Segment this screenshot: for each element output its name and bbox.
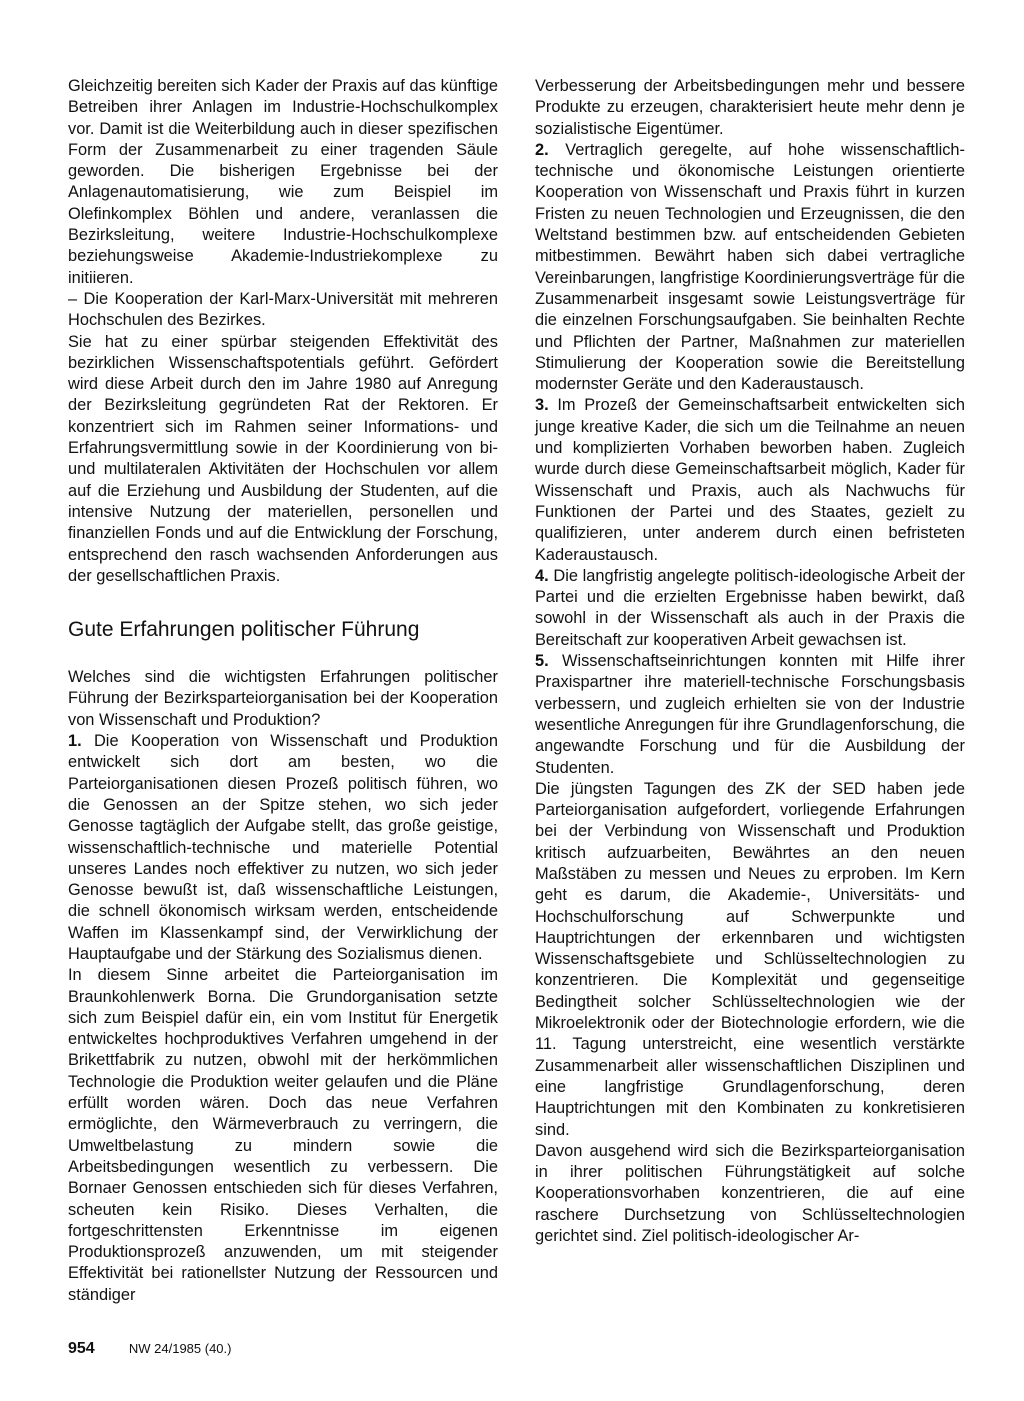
item-number: 1. bbox=[68, 732, 82, 751]
item-number: 2. bbox=[535, 140, 549, 159]
page-footer bbox=[68, 1339, 231, 1359]
numbered-paragraph bbox=[535, 395, 965, 565]
right-column bbox=[535, 76, 965, 1247]
paragraph: In diesem Sinne arbeitet die Parteiorganisation im Braunkohlenwerk Borna. Die Grundorganisation setzte sich zum Beispiel dafür ein, ein vom Institut für Energetik entwickeltes hochproduktives Verfahren umgehend in der Brikettfabrik zu nutzen, obwohl mit der herkömmlichen Technologie die Produktion weiter gelaufen und die Pläne erfüllt worden wären. Doch das neue Verfahren ermöglichte, den Wärmeverbrauch zu verringern, die Umweltbelastung zu mindern sowie die Arbeitsbedingungen wesentlich zu verbessern. Die Bornaer Genossen entschieden sich für dieses Verfahren, scheuten kein Risiko. Dieses Verhalten, die fortgeschrittensten Erkenntnisse im eigenen Produktionsprozeß anzuwenden, um mit steigender Effektivität bei rationellster Nutzung der Ressourcen und ständiger bbox=[68, 966, 498, 1304]
paragraph-text: Wissenschaftseinrichtungen konnten mit Hilfe ihrer Praxispartner ihre materiell-technische Forschungsbasis verbessern, und zugleich erhielten sie von der Industrie wesentliche Anregungen für ihre Grundlagenforschung, die angewandte Forschung und für die Ausbildung der Studenten. bbox=[535, 652, 966, 777]
paragraph: Welches sind die wichtigsten Erfahrungen politischer Führung der Bezirksparteiorganisation bei der Kooperation von Wissenschaft und Produktion? bbox=[68, 668, 498, 729]
numbered-paragraph bbox=[535, 566, 965, 651]
paragraph: Gleichzeitig bereiten sich Kader der Praxis auf das künftige Betreiben ihrer Anlagen im Industrie-Hochschulkomplex vor. Damit ist die Weiterbildung auch in dieser spezifischen Form der Zusammenarbeit zu einer tragenden Säule geworden. Die bisherigen Ergebnisse bei der Anlagenautomatisierung, wie zum Beispiel im Olefinkomplex Böhlen und andere, veranlassen die Bezirksleitung, weitere Industrie-Hochschulkomplexe beziehungsweise Akademie-Industriekomplexe zu initiieren. bbox=[68, 77, 498, 287]
paragraph: Die jüngsten Tagungen des ZK der SED haben jede Parteiorganisation aufgefordert, vorliegende Erfahrungen bei der Verbindung von Wissenschaft und Produktion kritisch aufzuarbeiten, Bewährtes an den neuen Maßstäben zu messen und Neues zu erproben. Im Kern geht es darum, die Akademie-, Universitäts- und Hochschulforschung auf Schwerpunkte und Hauptrichtungen der erkennbaren und wichtigsten Wissenschaftsgebiete und Schlüsseltechnologien zu konzentrieren. Die Komplexität und gegenseitige Bedingtheit solcher Schlüsseltechnologien wie der Mikroelektronik oder der Biotechnologie erfordern, wie die 11. Tagung unterstreicht, eine wesentlich verstärkte Zusammenarbeit aller wissenschaftlichen Disziplinen und eine langfristige Grundlagenforschung, deren Hauptrichtungen mit den Kombinaten zu konkretisieren sind. bbox=[535, 779, 965, 1139]
item-number: 3. bbox=[535, 396, 549, 415]
paragraph: Verbesserung der Arbeitsbedingungen mehr und bessere Produkte zu erzeugen, charakterisiert heute mehr denn je sozialistische Eigentümer. bbox=[535, 77, 965, 138]
numbered-paragraph bbox=[535, 140, 965, 396]
page-number: 954 bbox=[68, 1340, 95, 1357]
numbered-paragraph bbox=[535, 651, 965, 779]
item-number: 4. bbox=[535, 566, 549, 585]
paragraph: – Die Kooperation der Karl-Marx-Universität mit mehreren Hochschulen des Bezirkes. bbox=[68, 289, 498, 330]
paragraph-text: Im Prozeß der Gemeinschaftsarbeit entwickelten sich junge kreative Kader, die sich um die Teilnahme an neuen und komplizierten Vorhaben beworben haben. Zugleich wurde durch diese Gemeinschaftsarbeit möglich, Kader für Wissenschaft und Praxis, auch als Nachwuchs für Funktionen der Partei und des Staates, gezielt zu qualifizieren, unter anderem durch einen befristeten Kaderaustausch. bbox=[535, 396, 965, 564]
left-column bbox=[68, 76, 498, 1306]
paragraph-text: Vertraglich geregelte, auf hohe wissenschaftlich-technische und ökonomische Leistungen orientierte Kooperation von Wissenschaft und Praxis führt in kurzen Fristen zu neuen Technologien und Erzeugnissen, die den Weltstand bestimmen bzw. auf entscheidenden Gebieten mitbestimmen. Bewährt haben sich dabei vertragliche Vereinbarungen, langfristige Koordinierungsverträge für die Zusammenarbeit insgesamt sowie Leistungsverträge für die einzelnen Forschungsaufgaben. Sie beinhalten Rechte und Pflichten der Partner, Maßnahmen zur materiellen Stimulierung der Kooperation sowie die Bereitstellung modernster Geräte und den Kaderaustausch. bbox=[535, 140, 965, 394]
issue-reference: NW 24/1985 (40.) bbox=[128, 1341, 232, 1356]
numbered-paragraph bbox=[68, 731, 498, 965]
paragraph-text: Die langfristig angelegte politisch-ideologische Arbeit der Partei und die erzielten Ergebnisse haben bewirkt, daß sowohl in der Wissenschaft als auch in der Praxis die Bereitschaft zur kooperativen Arbeit gewachsen ist. bbox=[535, 566, 965, 649]
item-number: 5. bbox=[535, 652, 549, 671]
paragraph: Davon ausgehend wird sich die Bezirksparteiorganisation in ihrer politischen Führungstätigkeit auf solche Kooperationsvorhaben konzentrieren, die auf eine raschere Durchsetzung von Schlüsseltechnologien gerichtet sind. Ziel politisch-ideologischer Ar- bbox=[535, 1141, 965, 1246]
paragraph-text: Die Kooperation von Wissenschaft und Produktion entwickelt sich dort am besten, wo die Parteiorganisationen diesen Prozeß politisch führen, wo die Genossen an der Spitze stehen, wo sich jeder Genosse tagtäglich der Aufgabe stellt, das große geistige, wissenschaftlich-technische und materielle Potential unseres Landes noch effektiver zu nutzen, wo sich jeder Genosse bewußt ist, daß wissenschaftliche Leistungen, die schnell ökonomisch wirksam werden, entscheidende Waffen im Klassenkampf sind, der Verwirklichung der Hauptaufgabe und der Stärkung des Sozialismus dienen. bbox=[68, 732, 498, 963]
paragraph: Sie hat zu einer spürbar steigenden Effektivität des bezirklichen Wissenschaftspotentials geführt. Gefördert wird diese Arbeit durch den im Jahre 1980 auf Anregung der Bezirksleitung gegründeten Rat der Rektoren. Er konzentriert sich im Rahmen seiner Informations- und Erfahrungsvermittlung sowie in der Koordinierung von bi- und multilateralen Aktivitäten der Hochschulen vor allem auf die Erziehung und Ausbildung der Studenten, auf die intensive Nutzung der materiellen, personellen und finanziellen Fonds und auf die Entwicklung der Forschung, entsprechend den rasch wachsenden Anforderungen aus der gesellschaftlichen Praxis. bbox=[68, 332, 498, 585]
section-heading: Gute Erfahrungen politischer Führung bbox=[68, 618, 420, 642]
